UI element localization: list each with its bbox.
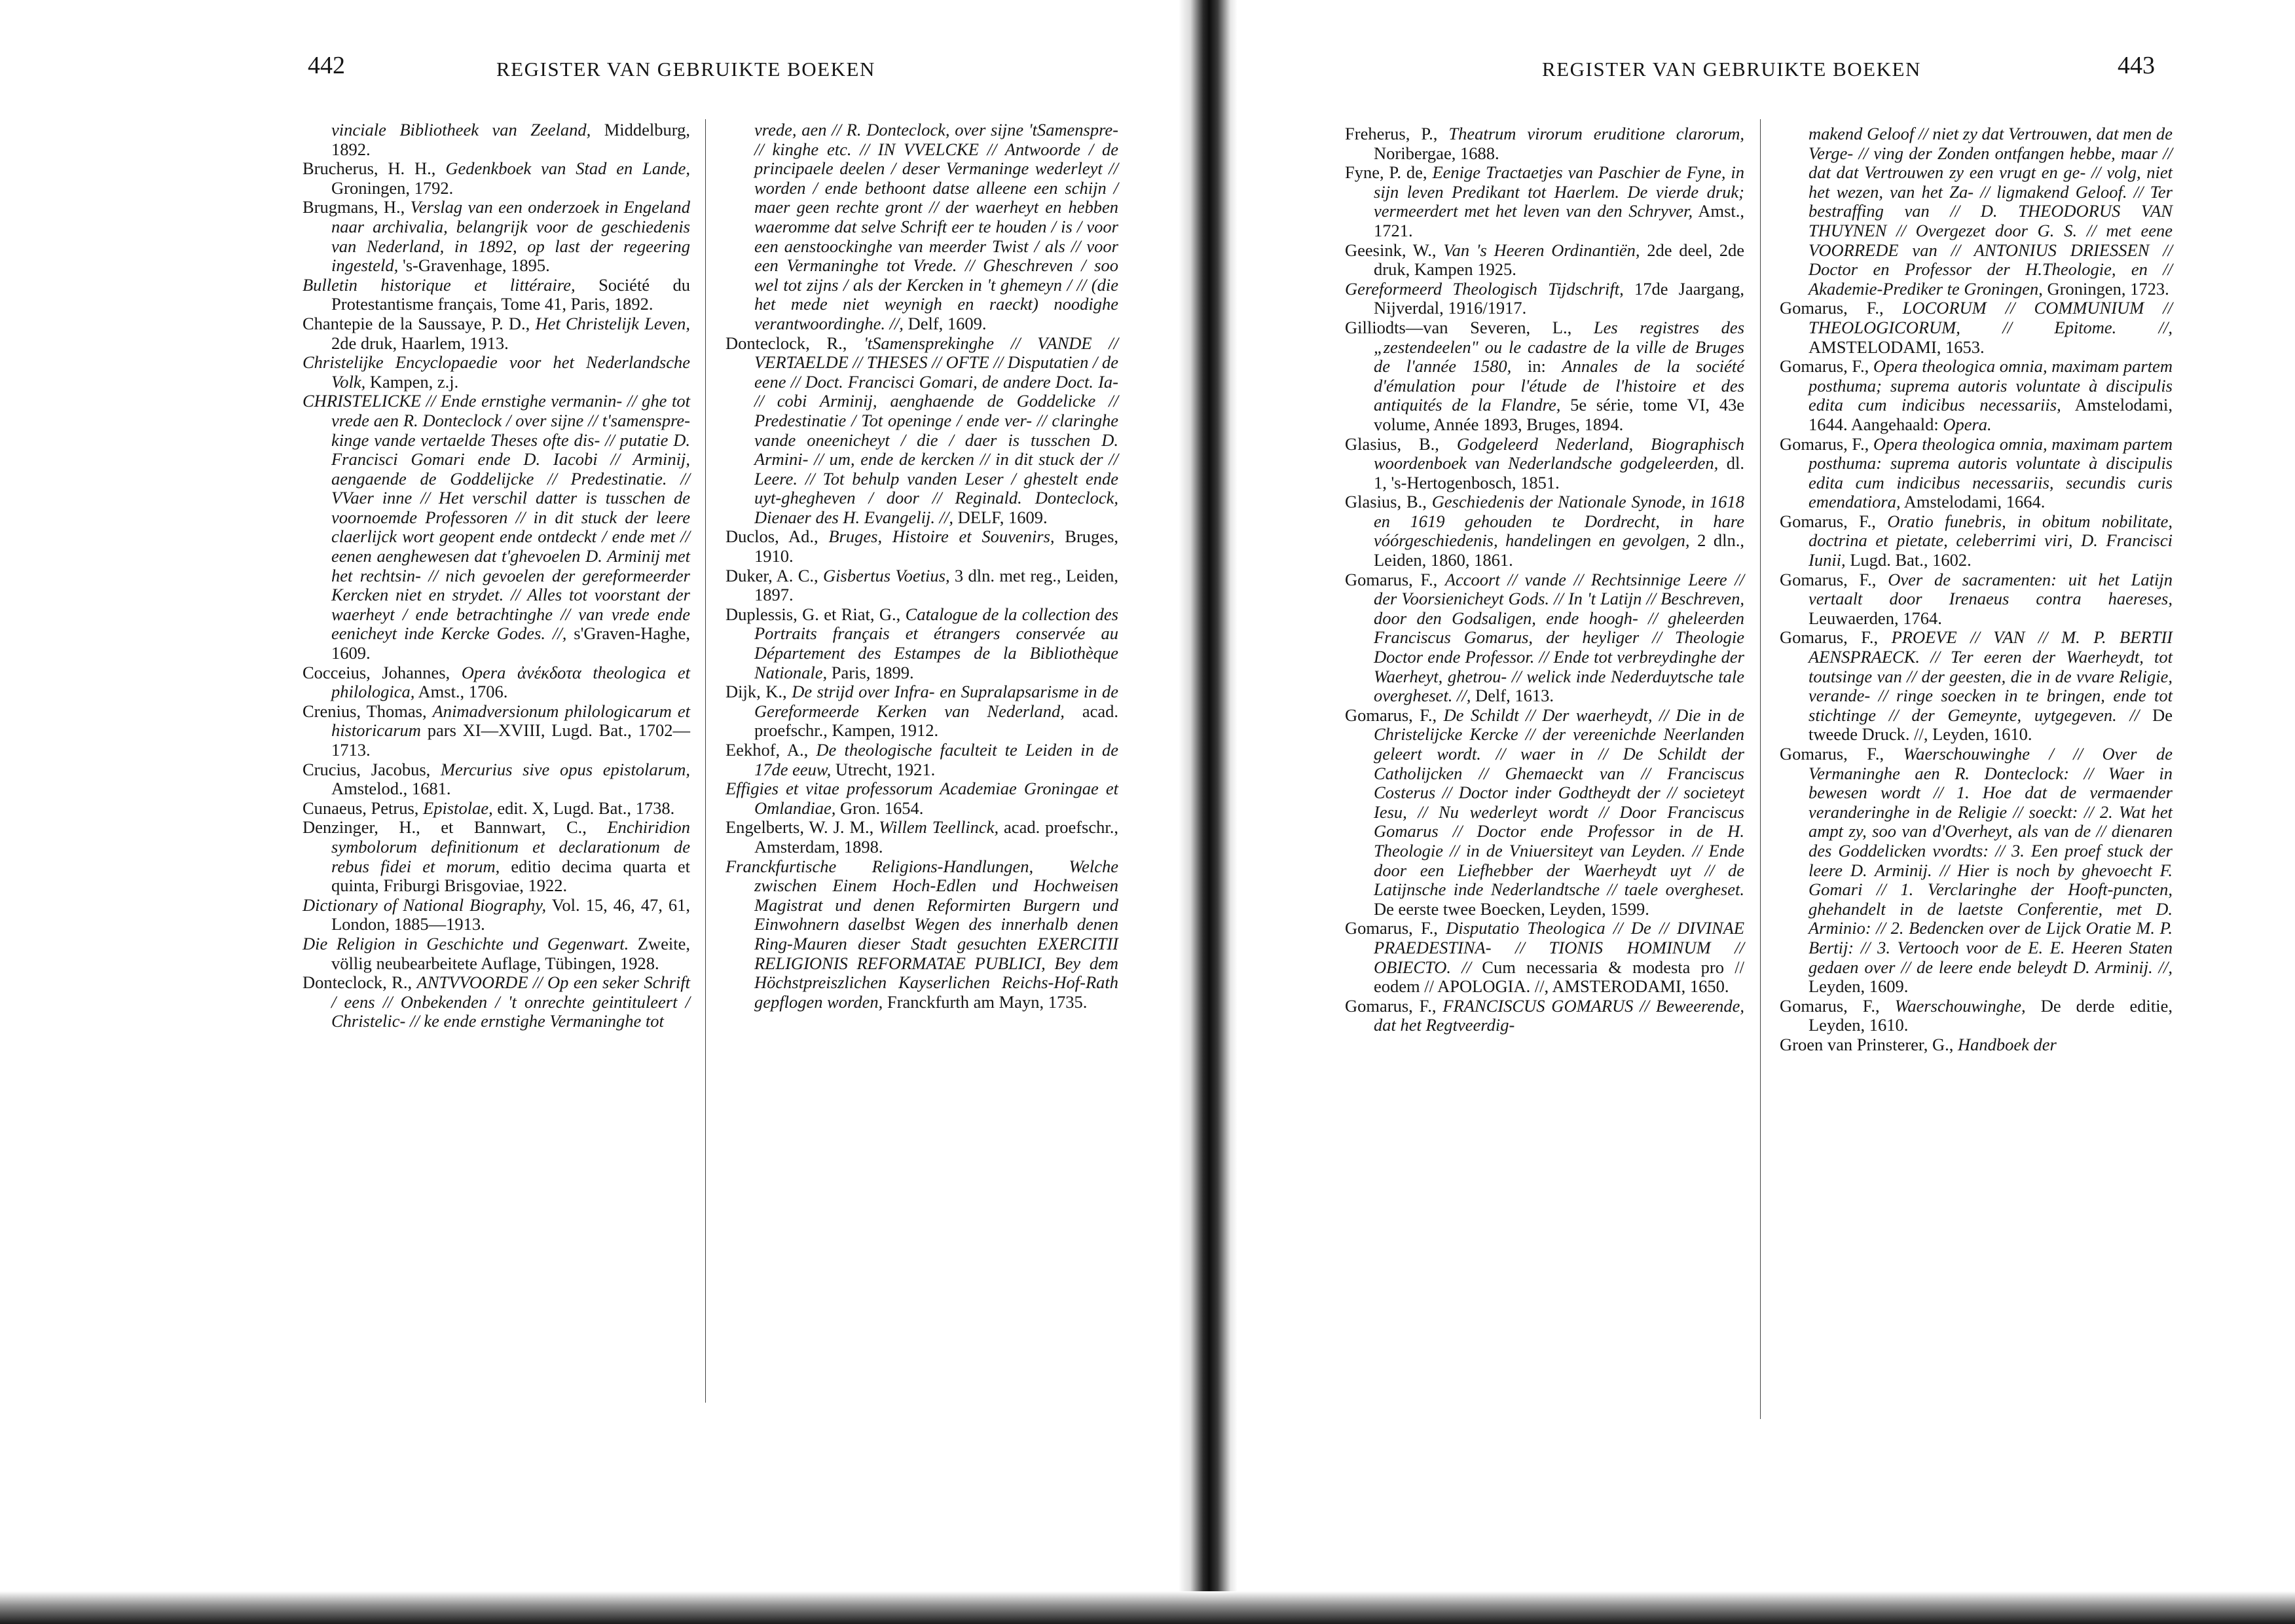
entry-text: Gomarus, F., [1345, 918, 1446, 938]
entry-text: Société du Protestantisme français, Tome 41, Paris, 1892. [331, 274, 690, 314]
entry-text: Groen van Prinsterer, G., [1780, 1034, 1958, 1054]
entry-text: Cocceius, Johannes, [303, 662, 462, 682]
bibliography-entry [303, 934, 690, 973]
entry-text: Donteclock, R., [725, 333, 864, 353]
entry-title-text: vinciale Bibliotheek van Zeeland, [331, 120, 591, 139]
page-number-right: 443 [2118, 52, 2155, 79]
entry-title-text: Willem Teellinck, [879, 817, 999, 838]
entry-title-text: Gereformeerd Theologisch Tijdschrift, [1345, 278, 1624, 299]
entry-text: AMSTELODAMI, 1653. [1808, 337, 1985, 357]
entry-text: Gomarus, F., [1780, 434, 1873, 454]
entry-title-text: Disputatio Theologica // De // DIVINAE PRAEDESTINA- // TIONIS HOMINUM // OBIECTO. // [1374, 918, 1744, 977]
bibliography-entry [1345, 241, 1744, 280]
bibliography-entry [1345, 163, 1744, 240]
entry-title-text: Animadversionum philologicarum et historicarum [331, 701, 690, 741]
bibliography-entry [303, 276, 690, 314]
bibliography-entry [303, 353, 690, 392]
left-page-column-2 [725, 120, 1118, 1012]
entry-text: Zweite, völlig neubearbeitete Auflage, Tübingen, 1928. [331, 933, 690, 973]
entry-text: Gomarus, F., [1780, 511, 1888, 531]
bibliography-entry [303, 896, 690, 934]
bibliography-entry [725, 682, 1118, 741]
entry-text: Vol. 15, 46, 47, 61, London, 1885—1913. [331, 895, 690, 934]
entry-text: Geesink, W., [1345, 240, 1444, 260]
entry-title-text: makend Geloof // niet zy dat Vertrouwen, dat men de Verge- // ving der Zonden ontfangen hebbe, maar // dat dat Vertrouwen zy een vrugt en ge- // volg, niet het wezen, van het Za- // ligmakend Geloof. // Ter bestraffing van // D. THEODORUS VAN THUYNEN // Overgezet door G. S. // met eene VOORREDE van // ANTONIUS DRIESSEN // Doctor en Professor der H.Theologie, en // Akademie-Prediker te Groningen, [1808, 124, 2173, 299]
entry-title-text: PROEVE // VAN // M. P. BERTII AENSPRAECK. // Ter eeren der Waerheydt, tot toutsinge van // der geesten, die in de vvare Religie, verande- // ringe soecken in te bringen, ende tot stichtinge // der Gemeynte, uytgegeven. // [1808, 627, 2173, 725]
entry-title-text: Opera theologica omnia, maximam partem posthuma; suprema autoris voluntate à discipulis edita cum indicibus necessariis, [1808, 356, 2173, 415]
entry-text: Brucherus, H. H., [303, 158, 446, 179]
entry-title-text: Over de sacramenten: uit het Latijn vertaalt door Irenaeus contra haereses, [1808, 569, 2173, 609]
entry-text: dl. 1, 's-Hertogenbosch, 1851. [1374, 453, 1744, 492]
entry-text: DELF, 1609. [953, 507, 1048, 527]
bibliography-entry [1345, 919, 1744, 996]
bibliography-entry [1345, 280, 1744, 318]
bibliography-entry [725, 527, 1118, 566]
entry-text: Denzinger, H., et Bannwart, C., [303, 817, 608, 838]
entry-text: De derde editie, Leyden, 1610. [1808, 995, 2173, 1035]
entry-text: pars XI—XVIII, Lugd. Bat., 1702—1713. [331, 720, 690, 760]
entry-title-text: Catalogue de la collection des Portraits français et étrangers conservée au Département des Estampes de la Bibliothèque Nationale, [754, 604, 1118, 682]
entry-text: Gomarus, F., [1780, 995, 1895, 1016]
entry-text: Noribergae, 1688. [1374, 143, 1499, 163]
bibliography-entry [303, 159, 690, 198]
entry-title-text: 'tSamensprekinghe // VANDE // VERTAELDE // THESES // OFTE // Disputatien / de eene // Doct. Francisci Gomari, de andere Doct. Ia- // cobi Arminij, aenghaende de Goddelicke // Predestinatie / Tot openinge / ende ver- // claringhe vande oneenicheyt / die / daer is tusschen D. Armini- // um, ende de kercken // in dit stuck der // Leere. // Tot behulp vanden Leser / ghestelt ende uyt-ghegheven / door // Reginald. Donteclock, Dienaer des H. Evangelij. //, [754, 333, 1119, 527]
entry-text: Leuwaerden, 1764. [1808, 608, 1942, 628]
entry-text: s'Graven-Haghe, 1609. [331, 623, 690, 663]
entry-title-text: Christelijke Encyclopaedie voor het Nederlandsche Volk, [303, 352, 690, 392]
book-gutter-shadow [1179, 0, 1238, 1624]
bibliography-entry [303, 314, 690, 353]
entry-text: De eerste twee Boecken, Leyden, 1599. [1374, 898, 1649, 919]
bibliography-entry [303, 818, 690, 895]
entry-text: 's-Gravenhage, 1895. [398, 255, 550, 276]
entry-title-text: Waerschouwinghe, [1894, 995, 2026, 1016]
page-number-left: 442 [308, 52, 345, 79]
entry-title-text: Dictionary of National Biography, [303, 895, 547, 915]
bibliography-entry [725, 741, 1118, 779]
entry-text: Utrecht, 1921. [831, 759, 936, 779]
entry-text: acad. proefschr., Amsterdam, 1898. [754, 817, 1118, 857]
entry-title-text: Franckfurtische Religions-Handlungen, Welche zwischen Einem Hoch-Edlen und Hochweisen Magistrat und denen Reformirten Burgern und Einwohnern daselbst Wegen des innerhalb denen Ring-Mauren dieser Stadt gesuchten EXERCITII RELIGIONIS REFORMATAE PUBLICI, Bey dem Höchstpreiszlichen Kayserlichen Reichs-Hof-Rath gepflogen worden, [725, 856, 1118, 1012]
bibliography-entry [1780, 570, 2173, 629]
bibliography-entry [1780, 357, 2173, 434]
bibliography-entry [303, 663, 690, 702]
bibliography-entry [725, 605, 1118, 682]
entry-text: Delf, 1613. [1471, 686, 1554, 706]
entry-text: Glasius, B., [1345, 434, 1457, 454]
bibliography-entry [1345, 570, 1744, 706]
bibliography-entry [303, 799, 690, 819]
entry-text: Gomarus, F., [1780, 356, 1873, 377]
entry-title-text: Bulletin historique et littéraire, [303, 274, 576, 295]
entry-text: Groningen, 1723. [2042, 278, 2169, 299]
bibliography-entry [1780, 997, 2173, 1035]
bibliography-entry [725, 779, 1118, 818]
bibliography-entry [1780, 1035, 2173, 1055]
bibliography-entry [1780, 435, 2173, 512]
entry-title-text: Accoort // vande // Rechtsinnige Leere // der Voorsienicheyt Gods. // In 't Latijn // Beschreven, door den Godsaligen, ende hoogh- // gheleerden Franciscus Gomarus, der heyliger // Theologie Doctor ende Professor. // Ende tot verbreydinghe der Waerheyt, ghetrou- // welick inde Nederduytsche tale overgheset. //, [1374, 569, 1745, 706]
bibliography-entry [1345, 997, 1744, 1035]
entry-text: 2 dln., Leiden, 1860, 1861. [1374, 530, 1744, 570]
bibliography-entry [1780, 512, 2173, 570]
bibliography-entry [1345, 318, 1744, 435]
entry-text: 2de druk, Haarlem, 1913. [331, 333, 509, 353]
bibliography-entry [725, 566, 1118, 605]
entry-text: Leyden, 1609. [1808, 976, 1909, 997]
left-page-column-1 [303, 120, 690, 1031]
entry-title-text: De theologische faculteit te Leiden in de 17de eeuw, [754, 740, 1118, 779]
running-head-left: REGISTER VAN GEBRUIKTE BOEKEN [496, 58, 875, 81]
bibliography-entry [1345, 706, 1744, 919]
entry-title-text: De strijd over Infra- en Supralapsarisme in de Gereformeerde Kerken van Nederland, [754, 682, 1118, 721]
entry-text: Groningen, 1792. [331, 177, 454, 198]
entry-text: Amst., 1706. [414, 682, 508, 702]
entry-text: Gilliodts—van Severen, L., [1345, 317, 1594, 337]
entry-title-text: Verslag van een onderzoek in Engeland naar archivalia, belangrijk voor de geschiedenis van Nederland, in 1892, op last der regeering ingesteld, [331, 197, 691, 276]
left-page-column-rule [705, 119, 706, 1403]
entry-text: Crucius, Jacobus, [303, 759, 441, 779]
right-page-column-rule [1760, 119, 1761, 1419]
entry-title-text: Geschiedenis der Nationale Synode, in 1618 en 1619 gehouden te Dordrecht, in hare vóórgeschiedenis, handelingen en gevolgen, [1374, 492, 1744, 551]
bibliography-entry [1345, 124, 1744, 163]
entry-text: Delf, 1609. [903, 313, 987, 333]
entry-text: Chantepie de la Saussaye, P. D., [303, 313, 536, 333]
bibliography-entry [725, 818, 1118, 857]
entry-text: 17de Jaargang, Nijverdal, 1916/1917. [1374, 278, 1744, 318]
entry-title-text: Opera. [1943, 414, 1992, 434]
entry-title-text: Gisbertus Voetius, [823, 565, 950, 585]
entry-title-text: Mercurius sive opus epistolarum, [440, 759, 690, 779]
bibliography-entry [725, 334, 1118, 528]
bibliography-entry [303, 392, 690, 663]
entry-title-text: Godgeleerd Nederland, Biographisch woordenboek van Nederlandsche godgeleerden, [1374, 434, 1744, 473]
entry-text: Freherus, P., [1345, 124, 1449, 143]
entry-text: Dijk, K., [725, 682, 792, 702]
entry-title-text: Gedenkboek van Stad en Lande, [445, 158, 691, 179]
entry-text: Gomarus, F., [1780, 744, 1903, 764]
entry-title-text: Waerschouwinghe / // Over de Vermaninghe aen R. Donteclock: // Waer in bewesen wordt // 1. Hoe dat de vermaender veranderinghe in de Religie // soeckt: // 2. Wat het ampt zy, soo van d'Overheyt, als van de // dienaren des Goddelicken vvordts: // 3. Een proef stuck der leere D. Arminij. // Hier is noch by ghevoecht F. Gomari // 1. Verclaringhe der Hooft-puncten, ghehandelt in de laetste Conferentie, met D. Arminio: // 2. Bedencken over de Lijck Oratie M. P. Bertij: // 3. Vertooch voor de E. E. Heeren Staten gedaen over // de leere ende beleydt D. Arminij. //, [1808, 744, 2173, 977]
entry-text: Middelburg, 1892. [331, 120, 690, 159]
entry-title-text: Van 's Heeren Ordinantiën, [1443, 240, 1640, 260]
bibliography-entry [303, 973, 690, 1031]
running-head-right: REGISTER VAN GEBRUIKTE BOEKEN [1542, 58, 1921, 81]
entry-text: De tweede Druck. //, Leyden, 1610. [1808, 705, 2173, 745]
entry-text: Glasius, B., [1345, 492, 1432, 512]
entry-title-text: Die Religion in Geschichte und Gegenwart. [303, 933, 629, 953]
entry-title-text: Oratio funebris, in obitum nobilitate, doctrina et pietate, celeberrimi viri, D. Francisci Iunii, [1808, 511, 2173, 570]
entry-title-text: Theatrum virorum eruditione clarorum, [1448, 124, 1744, 143]
entry-text: in: [1511, 356, 1562, 377]
entry-title-text: Bruges, Histoire et Souvenirs, [828, 526, 1055, 547]
entry-text: 5e série, tome VI, 43e volume, Année 1893, Bruges, 1894. [1374, 395, 1744, 434]
continued-bibliography-entry [1780, 124, 2173, 299]
entry-title-text: Eenige Tractaetjes van Paschier de Fyne, in sijn leven Predikant tot Haerlem. De vierde druk; vermeerdert met het leven van den Schryver, [1374, 162, 1744, 221]
entry-text: 2de deel, 2de druk, Kampen 1925. [1374, 240, 1745, 280]
entry-text: Cunaeus, Petrus, [303, 798, 424, 818]
entry-text: Donteclock, R., [303, 972, 417, 993]
entry-text: Gomarus, F., [1345, 995, 1443, 1016]
entry-text: Gomarus, F., [1345, 705, 1444, 725]
entry-title-text: De Schildt // Der waerheydt, // Die in de Christelijcke Kercke // der vereenichde Neerlanden geleert wordt. // waer in // De Schildt der Catholijcken // Ghemaeckt van // Franciscus Costerus // Doctor inder Godtheydt der // societeyt Iesu, // Nu wederleyt wordt // Door Franciscus Gomarus // Doctor ende Professor in de H. Theologie // in de Vniuersiteyt van Leyden. // Ende door een Liefhebber der Waerheydt uyt // de Latijnsche inde Nederlandtsche // taele overgheset. [1374, 705, 1744, 900]
entry-text: Duclos, Ad., [725, 526, 829, 547]
entry-title-text: LOCORUM // COMMUNIUM // THEOLOGICORUM, // Epitome. //, [1808, 298, 2173, 337]
entry-text: Paris, 1899. [827, 662, 914, 682]
entry-text: acad. proefschr., Kampen, 1912. [754, 701, 1118, 741]
entry-text: Gomarus, F., [1345, 569, 1445, 589]
entry-text: Cum necessaria & modesta pro // eodem // APOLOGIA. //, AMSTERODAMI, 1650. [1374, 957, 1744, 997]
entry-title-text: CHRISTELICKE // Ende ernstighe vermanin- // ghe tot vrede aen R. Donteclock / over sijne // t'samenspre-kinge vande vertaelde Theses ofte dis- // putatie D. Francisci Gomari ende D. Iacobi // Arminij, aengaende de Goddelijcke // Predestinatie. // VVaer inne // Het verschil datter is tusschen de voornoemde Professoren // in dit stuck der leere claerlijck wort geopent ende ontdeckt / ende met // eenen aenghewesen dat t'ghevoelen D. Arminij met het rechtsin- // nich gevoelen der gereformeerder Kercken niet en strydet. // Alles tot voorstant der waerheyt / ende betrachtinghe // van vrede ende eenicheyt inde Kercke Godes. //, [303, 391, 690, 644]
bibliography-entry [303, 198, 690, 275]
continued-bibliography-entry [725, 120, 1118, 334]
entry-title-text: Opera theologica omnia, maximam partem posthuma: suprema autoris voluntate à discipulis edita cum indicibus necessariis, secundis curis emendatiora, [1808, 434, 2173, 512]
entry-text: Gomarus, F., [1780, 569, 1888, 589]
entry-title-text: FRANCISCUS GOMARUS // Beweerende, dat het Regtveerdig- [1374, 995, 1745, 1035]
right-page-column-1 [1345, 124, 1744, 1035]
entry-text: Crenius, Thomas, [303, 701, 433, 721]
entry-title-text: Epistolae, [423, 798, 493, 818]
entry-text: Gomarus, F., [1780, 298, 1903, 318]
bibliography-entry [1780, 299, 2173, 357]
entry-text: Eekhof, A., [725, 740, 817, 760]
entry-text: Kampen, z.j. [365, 371, 459, 392]
bibliography-entry [303, 702, 690, 760]
entry-text: Duplessis, G. et Riat, G., [725, 604, 906, 624]
bibliography-entry [1345, 435, 1744, 493]
entry-text: Duker, A. C., [725, 565, 824, 585]
entry-title-text: Opera ἀνέκδοτα theologica et philologica, [331, 662, 690, 702]
right-page-column-2 [1780, 124, 2173, 1055]
entry-text: Lugd. Bat., 1602. [1845, 550, 1972, 570]
entry-title-text: Het Christelijk Leven, [535, 313, 690, 333]
entry-title-text: vrede, aen // R. Donteclock, over sijne 'tSamenspre- // kinghe etc. // IN VVELCKE // Antwoorde / de principaele deelen / deser Vermaninge wederleyt // worden / ende bethoont datse alleene een schijn / maer geen rechte gront // der waerheyt en hebben waeromme dat selve Schrift eer te houden / is / voor een aenstoockinghe van meerder Twist / als // voor een Vermaninghe tot Vrede. // Gheschreven / soo wel tot zijns / als der Kercken in 't ghemeyn / // (die het mede niet weynigh en raeckt) noodighe verantwoordinghe. //, [754, 120, 1118, 333]
entry-text: Engelberts, W. J. M., [725, 817, 879, 838]
bibliography-entry [1345, 492, 1744, 570]
entry-text: Amstelodami, 1664. [1900, 492, 2046, 512]
entry-title-text: Annales de la société d'émulation pour l'étude de l'histoire et des antiquités de la Flandre, [1374, 356, 1744, 415]
entry-text: Brugmans, H., [303, 197, 411, 217]
entry-text: edit. X, Lugd. Bat., 1738. [492, 798, 675, 818]
entry-title-text: Enchiridion symbolorum definitionum et declarationum de rebus fidei et morum, [331, 817, 690, 876]
entry-text: Gron. 1654. [835, 798, 924, 818]
continued-bibliography-entry [303, 120, 690, 159]
bibliography-entry [725, 857, 1118, 1012]
entry-title-text: Les registres des „zestendeelen" ou le cadastre de la ville de Bruges de l'année 1580, [1374, 317, 1745, 377]
entry-text: Franckfurth am Mayn, 1735. [883, 991, 1088, 1012]
entry-text: Amst., 1721. [1374, 201, 1745, 240]
entry-title-text: Handboek der [1957, 1034, 2057, 1054]
bibliography-entry [1780, 745, 2173, 997]
entry-text: Fyne, P. de, [1345, 162, 1433, 183]
entry-text: Amstelodami, 1644. Aangehaald: [1808, 395, 2173, 434]
page-bottom-shadow [0, 1591, 2295, 1624]
bibliography-entry [1780, 628, 2173, 745]
entry-text: Amstelod., 1681. [331, 779, 451, 799]
entry-text: Bruges, 1910. [754, 526, 1119, 566]
entry-text: 3 dln. met reg., Leiden, 1897. [754, 565, 1119, 605]
bibliography-entry [303, 760, 690, 799]
entry-text: Gomarus, F., [1780, 627, 1892, 648]
entry-text: editio decima quarta et quinta, Friburgi Brisgoviae, 1922. [331, 856, 690, 896]
entry-title-text: ANTVVOORDE // Op een seker Schrift / eens // Onbekenden / 't onrechte geintituleert / Christelic- // ke ende ernstighe Vermaninghe tot [331, 972, 691, 1031]
entry-title-text: Effigies et vitae professorum Academiae Groningae et Omlandiae, [725, 779, 1118, 818]
